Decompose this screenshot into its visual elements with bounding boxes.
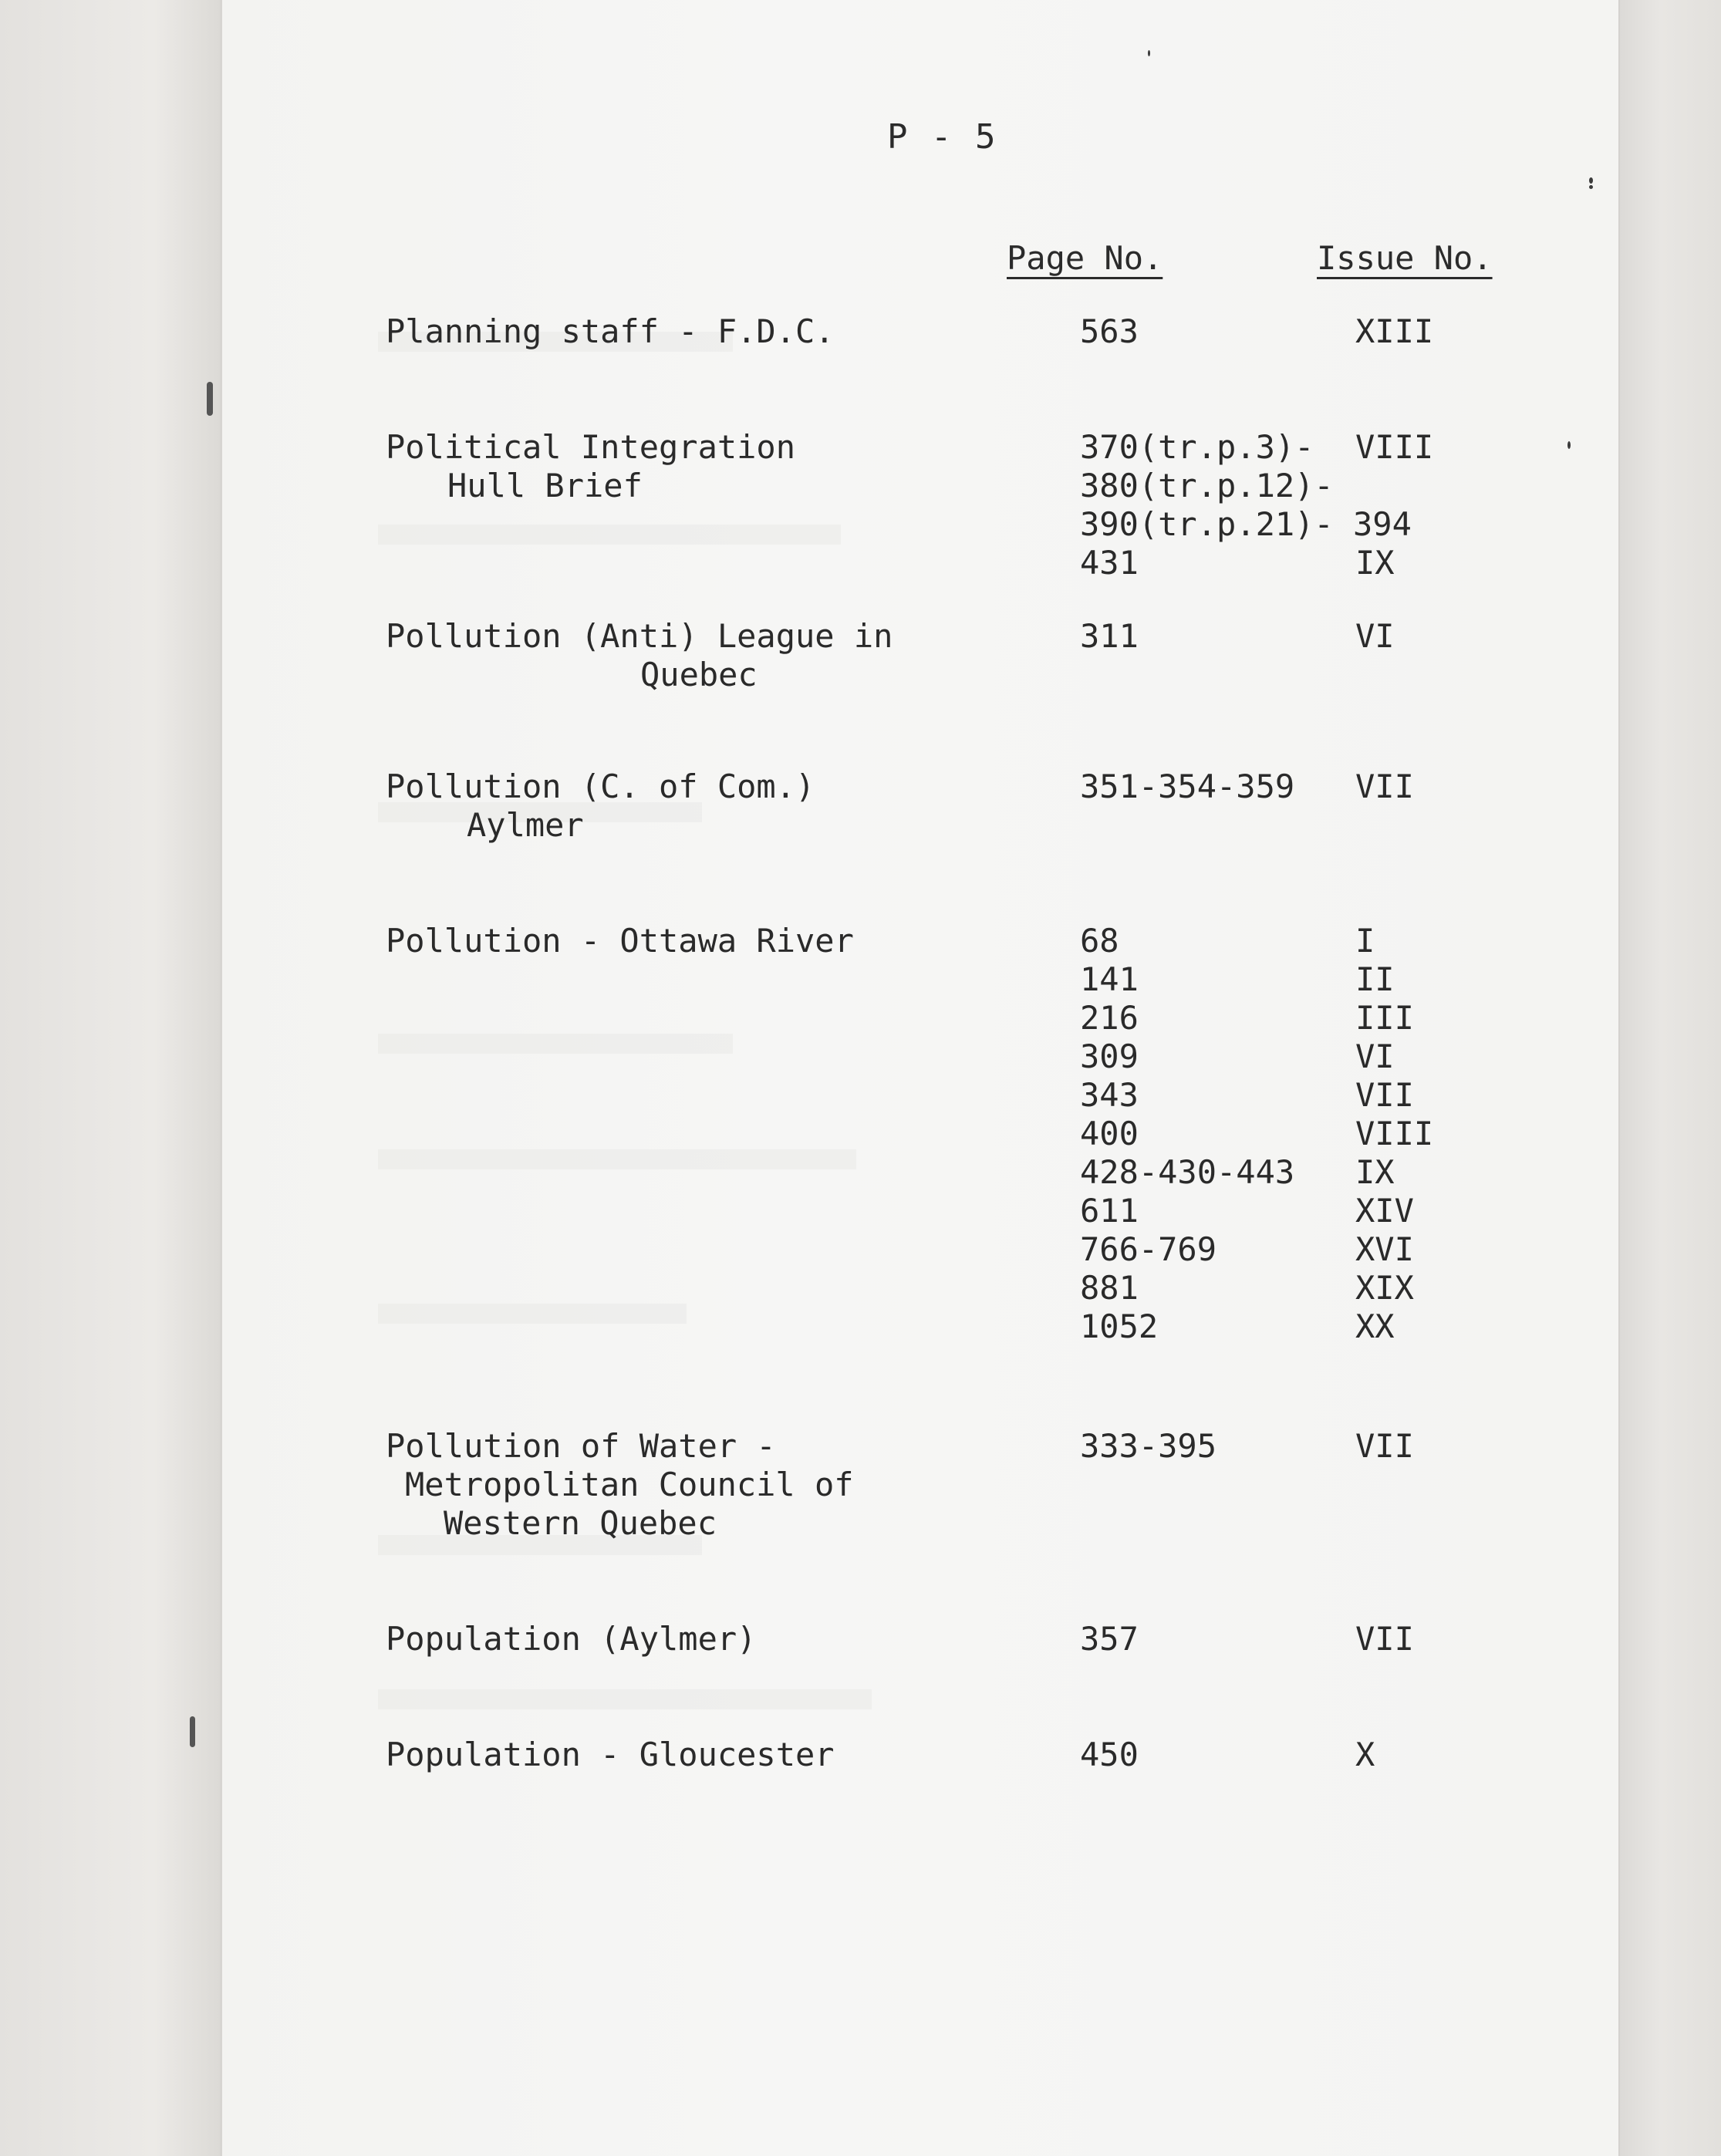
subject-line: Western Quebec bbox=[444, 1504, 717, 1542]
entry-subject bbox=[386, 428, 795, 505]
speck bbox=[1567, 441, 1571, 449]
issue-number bbox=[1355, 467, 1433, 505]
entry-subject bbox=[386, 1620, 756, 1658]
page-number: 141 bbox=[1080, 960, 1139, 998]
entry-page-numbers bbox=[1080, 768, 1294, 806]
page-number: 333-395 bbox=[1080, 1427, 1217, 1465]
entry-subject bbox=[386, 617, 893, 694]
issue-number: XVI bbox=[1355, 1230, 1414, 1268]
page-number: 309 bbox=[1080, 1038, 1139, 1075]
page-number: 428-430-443 bbox=[1080, 1153, 1295, 1191]
entry-issue-numbers bbox=[1355, 1736, 1375, 1774]
issue-number bbox=[1355, 505, 1433, 544]
page-number: 370(tr.p.3)- bbox=[1080, 428, 1314, 466]
entry-page-numbers bbox=[1080, 1620, 1139, 1658]
page-number: 400 bbox=[1080, 1115, 1139, 1152]
entry-issue-numbers bbox=[1355, 428, 1433, 582]
issue-number: VII bbox=[1355, 1076, 1414, 1114]
left-page-edge bbox=[0, 0, 220, 2156]
issue-number: III bbox=[1355, 999, 1414, 1037]
subject-line: Population (Aylmer) bbox=[386, 1620, 757, 1658]
entry-page-numbers bbox=[1080, 1427, 1217, 1466]
entry-subject bbox=[386, 1427, 854, 1543]
subject-line: Pollution (Anti) League in bbox=[386, 617, 893, 655]
entry-page-numbers bbox=[1080, 922, 1294, 1346]
issue-number: XIII bbox=[1355, 312, 1434, 350]
issue-number: IX bbox=[1355, 544, 1395, 582]
subject-line: Hull Brief bbox=[447, 467, 643, 504]
page-number: 450 bbox=[1080, 1736, 1139, 1773]
page-number: 563 bbox=[1080, 312, 1139, 350]
issue-number: XIV bbox=[1355, 1192, 1414, 1230]
issue-number: VI bbox=[1355, 1038, 1395, 1075]
page-number: 351-354-359 bbox=[1080, 768, 1295, 805]
page-number: 431 bbox=[1080, 544, 1139, 582]
page-number: 343 bbox=[1080, 1076, 1139, 1114]
issue-number: VIII bbox=[1355, 1115, 1434, 1152]
page-number: 216 bbox=[1080, 999, 1139, 1037]
speck bbox=[190, 1716, 195, 1747]
subject-line: Pollution - Ottawa River bbox=[386, 922, 854, 960]
page-number: 357 bbox=[1080, 1620, 1139, 1658]
issue-no-column-header: Issue No. bbox=[1317, 239, 1493, 277]
page-number: 766-769 bbox=[1080, 1230, 1217, 1268]
issue-number: XX bbox=[1355, 1307, 1395, 1345]
issue-number: VII bbox=[1355, 1427, 1414, 1465]
speck bbox=[207, 382, 213, 416]
page-no-column-header: Page No. bbox=[1007, 239, 1163, 277]
page-number: 1052 bbox=[1080, 1307, 1159, 1345]
entry-issue-numbers bbox=[1355, 617, 1395, 656]
page-number: 881 bbox=[1080, 1269, 1139, 1307]
page-number: 380(tr.p.12)- bbox=[1080, 467, 1334, 504]
issue-number: XIX bbox=[1355, 1269, 1414, 1307]
entry-page-numbers bbox=[1080, 617, 1139, 656]
subject-line: Population - Gloucester bbox=[386, 1736, 835, 1773]
entry-issue-numbers bbox=[1355, 922, 1433, 1346]
entry-page-numbers bbox=[1080, 1736, 1139, 1774]
entry-issue-numbers bbox=[1355, 768, 1414, 806]
issue-number: II bbox=[1355, 960, 1395, 998]
entry-issue-numbers bbox=[1355, 312, 1433, 351]
entry-subject bbox=[386, 312, 835, 351]
entry-subject bbox=[386, 1736, 835, 1774]
subject-line: Metropolitan Council of bbox=[405, 1466, 854, 1503]
page-number: 68 bbox=[1080, 922, 1119, 960]
subject-line: Aylmer bbox=[467, 806, 584, 844]
entry-issue-numbers bbox=[1355, 1620, 1414, 1658]
subject-line: Political Integration bbox=[386, 428, 796, 466]
issue-number: X bbox=[1355, 1736, 1375, 1773]
page-number: 311 bbox=[1080, 617, 1139, 655]
page-number: 390(tr.p.21)- 394 bbox=[1080, 505, 1412, 543]
page-label: P - 5 bbox=[887, 117, 997, 157]
issue-number: VII bbox=[1355, 1620, 1414, 1658]
issue-number: IX bbox=[1355, 1153, 1395, 1191]
issue-number: I bbox=[1355, 922, 1375, 960]
page-number: 611 bbox=[1080, 1192, 1139, 1230]
speck bbox=[1589, 185, 1593, 189]
entry-subject bbox=[386, 922, 854, 960]
subject-line: Pollution (C. of Com.) bbox=[386, 768, 815, 805]
subject-line: Planning staff - F.D.C. bbox=[386, 312, 835, 350]
speck bbox=[1589, 177, 1593, 184]
entry-subject bbox=[386, 768, 815, 845]
subject-line: Quebec bbox=[640, 656, 758, 693]
subject-line: Pollution of Water - bbox=[386, 1427, 776, 1465]
speck bbox=[1148, 50, 1150, 56]
issue-number: VIII bbox=[1355, 428, 1434, 466]
right-page-edge bbox=[1620, 0, 1721, 2156]
entry-page-numbers bbox=[1080, 312, 1139, 351]
entry-issue-numbers bbox=[1355, 1427, 1414, 1466]
issue-number: VI bbox=[1355, 617, 1395, 655]
issue-number: VII bbox=[1355, 768, 1414, 805]
